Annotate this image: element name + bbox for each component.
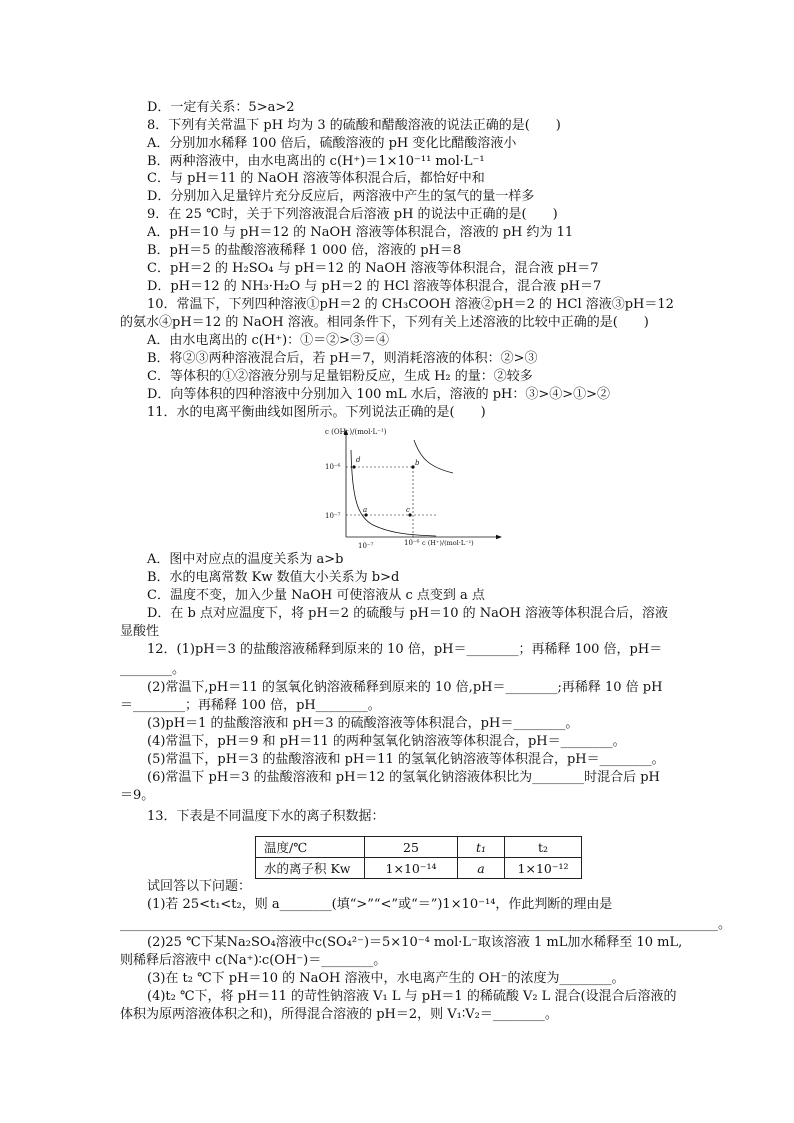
table-header-t2: t₂ [505,837,582,858]
table-cell-t2: 1×10⁻¹² [505,858,582,879]
text-line: 11．水的电离平衡曲线如图所示。下列说法正确的是( ) [147,405,486,420]
text-line: ＝9。 [120,788,155,803]
text-line: B．水的电离常数 Kw 数值大小关系为 b>d [147,570,400,585]
point-c-label: c [406,506,410,514]
table-row [256,837,582,858]
text-line: A．图中对应点的温度关系为 a>b [147,552,344,567]
water-ionization-figure [318,425,508,550]
table-header-25: 25 [365,837,458,858]
text-line: ________。 [120,662,186,677]
table-cell-t1: a [458,858,505,879]
text-line: C．温度不变，加入少量 NaOH 可使溶液从 c 点变到 a 点 [147,588,485,603]
text-line: (4)t₂ ℃下，将 pH＝11 的苛性钠溶液 V₁ L 与 pH＝1 的稀硫酸 V₂ L 混合(设混合后溶液的 [147,989,677,1004]
table-header-label: 温度/℃ [256,837,365,858]
x-tick-low: 10⁻⁷ [358,542,374,550]
text-line: (4)常温下，pH＝9 和 pH＝11 的两种氢氧化钠溶液等体积混合，pH＝________。 [147,734,626,749]
text-line: D．在 b 点对应温度下，将 pH＝2 的硫酸与 pH＝10 的 NaOH 溶液等体积混合后，溶液 [147,606,669,621]
text-line: (6)常温下 pH＝3 的盐酸溶液和 pH＝12 的氢氧化钠溶液体积比为________时混合后 pH [147,770,660,785]
text-line: B．两种溶液中，由水电离出的 c(H⁺)＝1×10⁻¹¹ mol·L⁻¹ [147,154,485,169]
text-line: (2)常温下,pH＝11 的氢氧化钠溶液稀释到原来的 10 倍,pH＝________;再稀释 10 倍 pH [147,680,663,695]
text-line: C．与 pH＝11 的 NaOH 溶液等体积混合后，都恰好中和 [147,171,485,186]
table-cell-25: 1×10⁻¹⁴ [365,858,458,879]
ion-product-table [255,836,582,879]
text-line: A．pH＝10 与 pH＝12 的 NaOH 溶液等体积混合，溶液的 pH 约为 11 [147,225,574,240]
text-line: (3)pH＝1 的盐酸溶液和 pH＝3 的硫酸溶液等体积混合，pH＝________。 [147,716,579,731]
table-row [256,858,582,879]
y-tick-low: 10⁻⁷ [325,512,341,520]
x-axis-label: c (H⁺)/(mol·L⁻¹) [422,539,474,547]
text-line: ＝________；再稀释 100 倍，pH________。 [120,698,381,713]
text-line: 10．常温下，下列四种溶液①pH＝2 的 CH₃COOH 溶液②pH＝2 的 HCl 溶液③pH＝12 [147,297,674,312]
point-a-label: a [363,506,368,514]
point-d-dot [352,465,355,468]
text-line: C．等体积的①②溶液分别与足量铝粉反应，生成 H₂ 的量：②较多 [147,369,533,384]
text-line: B．pH＝5 的盐酸溶液稀释 1 000 倍，溶液的 pH＝8 [147,243,462,258]
text-line: A．分别加水稀释 100 倍后，硫酸溶液的 pH 变化比醋酸溶液小 [147,136,517,151]
point-d-label: d [356,456,361,464]
curve-low-temp [351,450,436,536]
x-axis-arrow [496,535,502,539]
text-line: D．向等体积的四种溶液中分别加入 100 mL 水后，溶液的 pH：③>④>①>② [147,387,611,402]
text-line: 的氨水④pH＝12 的 NaOH 溶液。相同条件下，下列有关上述溶液的比较中正确的是( ) [120,315,649,330]
text-line: 9．在 25 ℃时，关于下列溶液混合后溶液 pH 的说法中正确的是( ) [147,207,558,222]
table-header-t1: t₁ [458,837,505,858]
text-line: 体积为原两溶液体积之和)，所得混合溶液的 pH＝2，则 V₁∶V₂＝________。 [120,1007,558,1022]
text-line: D．pH＝12 的 NH₃·H₂O 与 pH＝2 的 HCl 溶液等体积混合，混合液 pH＝7 [147,279,602,294]
y-axis-label: c (OH⁻)/(mol·L⁻¹) [325,428,387,436]
text-line: (2)25 ℃下某Na₂SO₄溶液中c(SO₄²⁻)＝5×10⁻⁴ mol·L⁻取该溶液 1 mL加水稀释至 10 mL, [147,935,683,950]
text-line: A．由水电离出的 c(H⁺)：①＝②>③＝④ [147,333,390,348]
text-line: C．pH＝2 的 H₂SO₄ 与 pH＝12 的 NaOH 溶液等体积混合，混合液 pH＝7 [147,261,599,276]
table-row-label: 水的离子积 Kw [256,858,365,879]
text-line: 试回答以下问题： [147,879,252,894]
point-b-label: b [415,459,420,467]
text-line: 则稀释后溶液中 c(Na⁺)∶c(OH⁻)＝________。 [120,953,387,968]
y-tick-high: 10⁻⁶ [325,463,341,471]
text-line: ____________________________________________________________________________________________。 [120,917,731,932]
text-line: D．分别加入足量锌片充分反应后，两溶液中产生的氢气的量一样多 [147,189,535,204]
text-line: (1)若 25<t₁<t₂，则 a________(填“>”“<”或“＝”)1×10⁻¹⁴，作此判断的理由是 [147,897,613,912]
text-line: 12．(1)pH＝3 的盐酸溶液稀释到原来的 10 倍，pH＝________；再稀释 100 倍，pH＝ [147,642,663,657]
text-line: 8．下列有关常温下 pH 均为 3 的硫酸和醋酸溶液的说法正确的是( ) [147,118,561,133]
text-line: 13．下表是不同温度下水的离子积数据： [147,809,385,824]
text-line: D．一定有关系：5>a>2 [147,100,295,115]
text-line: (5)常温下，pH＝3 的盐酸溶液和 pH＝11 的氢氧化钠溶液等体积混合，pH＝________。 [147,752,665,767]
x-tick-high: 10⁻⁶ [404,539,420,547]
text-line: B．将②③两种溶液混合后，若 pH＝7，则消耗溶液的体积：②>③ [147,351,538,366]
curve-high-temp [414,440,453,473]
text-line: 显酸性 [120,624,160,639]
text-line: (3)在 t₂ ℃下 pH＝10 的 NaOH 溶液中，水电离产生的 OH⁻的浓度为________。 [147,971,625,986]
